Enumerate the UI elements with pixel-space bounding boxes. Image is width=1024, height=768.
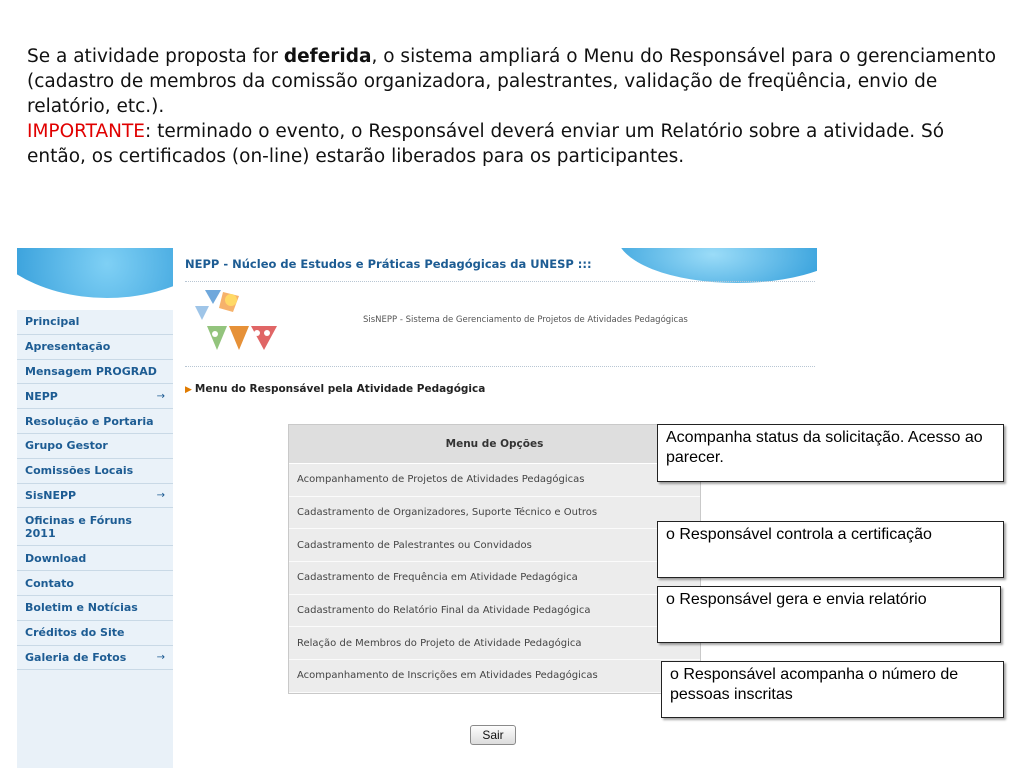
option-cadastro-frequencia[interactable]: Cadastramento de Frequência em Atividade Pedagógica (289, 562, 700, 595)
exit-button[interactable]: Sair (470, 725, 516, 745)
site-title: NEPP - Núcleo de Estudos e Práticas Pedagógicas da UNESP ::: (185, 257, 592, 271)
important-label: IMPORTANTE (27, 121, 145, 142)
callout-relatorio: o Responsável gera e envia relatório (657, 586, 1001, 643)
sidebar (17, 248, 173, 768)
sidebar-item-principal[interactable]: Principal (17, 310, 173, 335)
system-subtitle: SisNEPP - Sistema de Gerenciamento de Projetos de Atividades Pedagógicas (363, 315, 688, 325)
sidebar-item-nepp[interactable]: NEPP → (17, 384, 173, 409)
sidebar-header-graphic (17, 248, 173, 310)
sidebar-item-apresentacao[interactable]: Apresentação (17, 335, 173, 360)
intro-text (27, 44, 1002, 169)
sidebar-menu (17, 310, 173, 670)
callout-certificacao: o Responsável controla a certificação (657, 521, 1004, 578)
divider (185, 281, 815, 282)
nepp-logo (187, 286, 283, 358)
intro-p1-bold: deferida (283, 46, 372, 67)
arrow-right-icon: → (156, 489, 165, 501)
option-cadastro-relatorio[interactable]: Cadastramento do Relatório Final da Atividade Pedagógica (289, 595, 700, 628)
arrow-right-icon: → (156, 390, 165, 402)
callout-inscritos: o Responsável acompanha o número de pessoas inscritas (661, 661, 1004, 718)
sidebar-item-oficinas-foruns[interactable]: Oficinas e Fóruns 2011 (17, 508, 173, 546)
sidebar-item-boletim-noticias[interactable]: Boletim e Notícias (17, 596, 173, 621)
intro-p1-start: Se a atividade proposta for (27, 46, 284, 67)
sidebar-item-comissoes-locais[interactable]: Comissões Locais (17, 459, 173, 484)
intro-p1-end: , o sistema ampliará o Menu do Responsável para o gerenciamento (cadastro de membros da comissão organizadora, palestrantes, validação de freqüência, envio de relatório, etc.). (27, 46, 997, 117)
arrow-right-icon: → (156, 651, 165, 663)
sidebar-item-sisnepp[interactable]: SisNEPP → (17, 484, 173, 509)
sidebar-item-creditos[interactable]: Créditos do Site (17, 621, 173, 646)
triangle-bullet-icon: ▶ (185, 385, 192, 395)
sidebar-item-galeria-fotos[interactable]: Galeria de Fotos → (17, 646, 173, 671)
options-menu-header: Menu de Opções (289, 425, 700, 464)
options-menu (288, 424, 701, 694)
important-text: : terminado o evento, o Responsável deverá enviar um Relatório sobre a atividade. Só então, os certificados (on-line) estarão liberados para os participantes. (27, 121, 945, 167)
section-title: ▶ Menu do Responsável pela Atividade Pedagógica (185, 383, 486, 395)
sidebar-item-grupo-gestor[interactable]: Grupo Gestor (17, 434, 173, 459)
sidebar-item-mensagem-prograd[interactable]: Mensagem PROGRAD (17, 360, 173, 385)
sidebar-item-download[interactable]: Download (17, 546, 173, 571)
sidebar-item-contato[interactable]: Contato (17, 571, 173, 596)
sidebar-item-resolucao-portaria[interactable]: Resolução e Portaria (17, 409, 173, 434)
option-cadastro-palestrantes[interactable]: Cadastramento de Palestrantes ou Convidados (289, 529, 700, 562)
option-acompanhamento-inscricoes[interactable]: Acompanhamento de Inscrições em Atividades Pedagógicas (289, 660, 700, 693)
divider (185, 366, 815, 367)
callout-status: Acompanha status da solicitação. Acesso ao parecer. (657, 424, 1004, 482)
option-acompanhamento-projetos[interactable]: Acompanhamento de Projetos de Atividades Pedagógicas (289, 464, 700, 497)
option-cadastro-organizadores[interactable]: Cadastramento de Organizadores, Suporte Técnico e Outros (289, 497, 700, 530)
option-relacao-membros[interactable]: Relação de Membros do Projeto de Atividade Pedagógica (289, 627, 700, 660)
